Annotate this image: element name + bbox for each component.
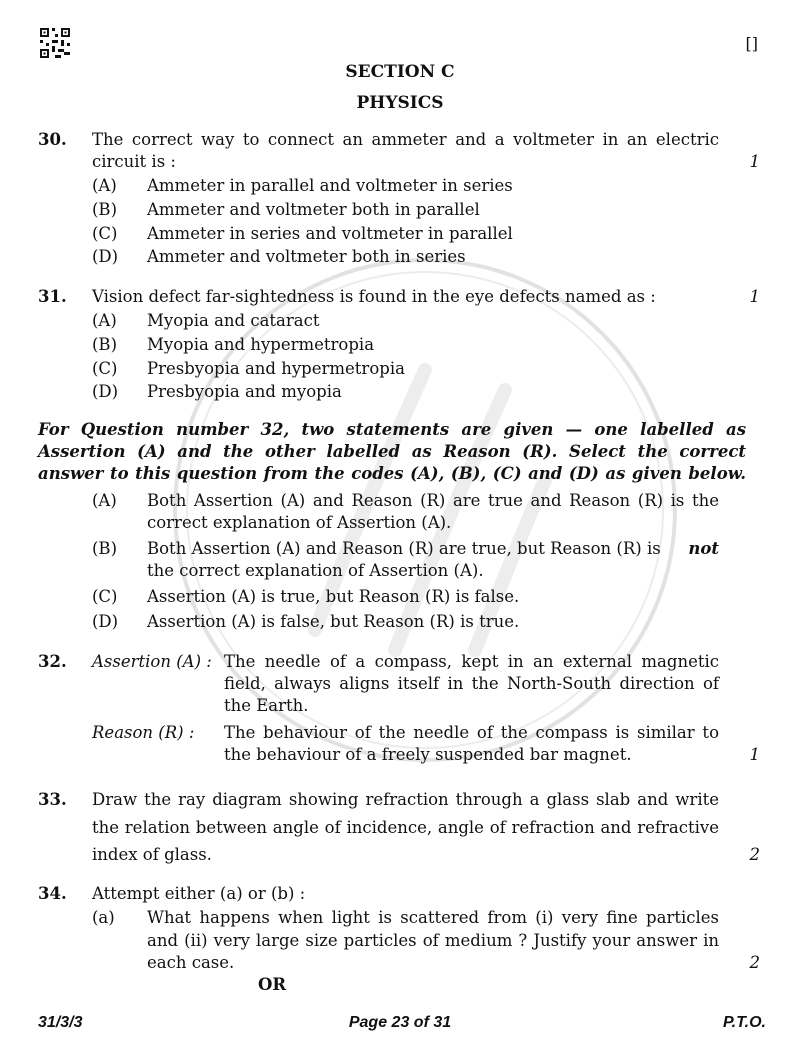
code-text-line: correct explanation of Assertion (A). [147, 513, 452, 532]
question-text-line: The correct way to connect an ammeter and a voltmeter in an electric [92, 130, 719, 149]
code-label: (C) [92, 587, 118, 606]
code-emphasis: not [688, 539, 719, 558]
option-label: (A) [92, 311, 117, 330]
code-label: (D) [92, 612, 119, 631]
marks: 1 [749, 152, 760, 171]
subject-title: PHYSICS [356, 93, 444, 113]
option-label: (D) [92, 247, 119, 266]
option-text: Ammeter and voltmeter both in series [147, 247, 466, 266]
code-text: Both Assertion (A) and Reason (R) are true, but Reason (R) is [147, 539, 661, 558]
option-label: (B) [92, 200, 117, 219]
option-label: (A) [92, 176, 117, 195]
assertion-text-line: the Earth. [224, 696, 309, 715]
option-text: Ammeter in parallel and voltmeter in series [147, 176, 513, 195]
marks: 1 [749, 287, 760, 306]
code-text: Assertion (A) is false, but Reason (R) is true. [147, 612, 520, 631]
question-intro: Attempt either (a) or (b) : [92, 884, 306, 903]
marks: 1 [749, 745, 760, 764]
page-number: Page 23 of 31 [348, 1014, 452, 1031]
code-text-line [147, 539, 719, 558]
part-text-line: and (ii) very large size particles of medium ? Justify your answer in [147, 931, 719, 950]
reason-text-line: the behaviour of a freely suspended bar magnet. [224, 745, 632, 764]
reason-label: Reason (R) : [92, 723, 195, 742]
code-text: Assertion (A) is true, but Reason (R) is false. [147, 587, 520, 606]
code-text-line: Both Assertion (A) and Reason (R) are true and Reason (R) is the [147, 491, 719, 510]
instruction-line: Assertion (A) and the other labelled as Reason (R). Select the correct [38, 442, 746, 461]
assertion-text-line: The needle of a compass, kept in an external magnetic [224, 652, 719, 671]
question-number: 34. [38, 884, 67, 903]
or-separator: OR [258, 975, 287, 994]
marks: 2 [749, 953, 760, 972]
part-label: (a) [92, 908, 115, 927]
option-label: (D) [92, 382, 119, 401]
marks: 2 [749, 845, 760, 864]
option-text: Myopia and cataract [147, 311, 320, 330]
code-label: (A) [92, 491, 117, 510]
question-number: 31. [38, 287, 67, 306]
option-text: Presbyopia and myopia [147, 382, 342, 401]
option-text: Myopia and hypermetropia [147, 335, 375, 354]
question-text-line: index of glass. [92, 845, 212, 864]
question-number: 32. [38, 652, 67, 671]
question-text-line: Draw the ray diagram showing refraction through a glass slab and write [92, 790, 719, 809]
pto-label: P.T.O. [723, 1014, 766, 1031]
reason-text-line: The behaviour of the needle of the compass is similar to [224, 723, 719, 742]
question-text-line: the relation between angle of incidence, angle of refraction and refractive [92, 818, 719, 837]
option-text: Ammeter and voltmeter both in parallel [147, 200, 480, 219]
question-number: 30. [38, 130, 67, 149]
part-text-line: What happens when light is scattered from (i) very fine particles [147, 908, 719, 927]
code-text-line: the correct explanation of Assertion (A). [147, 561, 484, 580]
corner-mark: [] [745, 34, 758, 53]
code-label: (B) [92, 539, 117, 558]
option-label: (B) [92, 335, 117, 354]
instruction-line: answer to this question from the codes (A), (B), (C) and (D) as given below. [38, 464, 746, 483]
assertion-text-line: field, always aligns itself in the North-South direction of [224, 674, 719, 693]
option-label: (C) [92, 224, 118, 243]
assertion-label: Assertion (A) : [92, 652, 212, 671]
option-text: Presbyopia and hypermetropia [147, 359, 405, 378]
instruction-line: For Question number 32, two statements are given — one labelled as [38, 420, 746, 439]
section-title: SECTION C [345, 62, 455, 82]
option-text: Ammeter in series and voltmeter in parallel [147, 224, 513, 243]
question-text-line: circuit is : [92, 152, 176, 171]
part-text-line: each case. [147, 953, 235, 972]
option-label: (C) [92, 359, 118, 378]
question-number: 33. [38, 790, 67, 809]
paper-code: 31/3/3 [38, 1014, 83, 1031]
qr-code-icon [40, 28, 70, 58]
question-text: Vision defect far-sightedness is found in the eye defects named as : [92, 287, 656, 306]
